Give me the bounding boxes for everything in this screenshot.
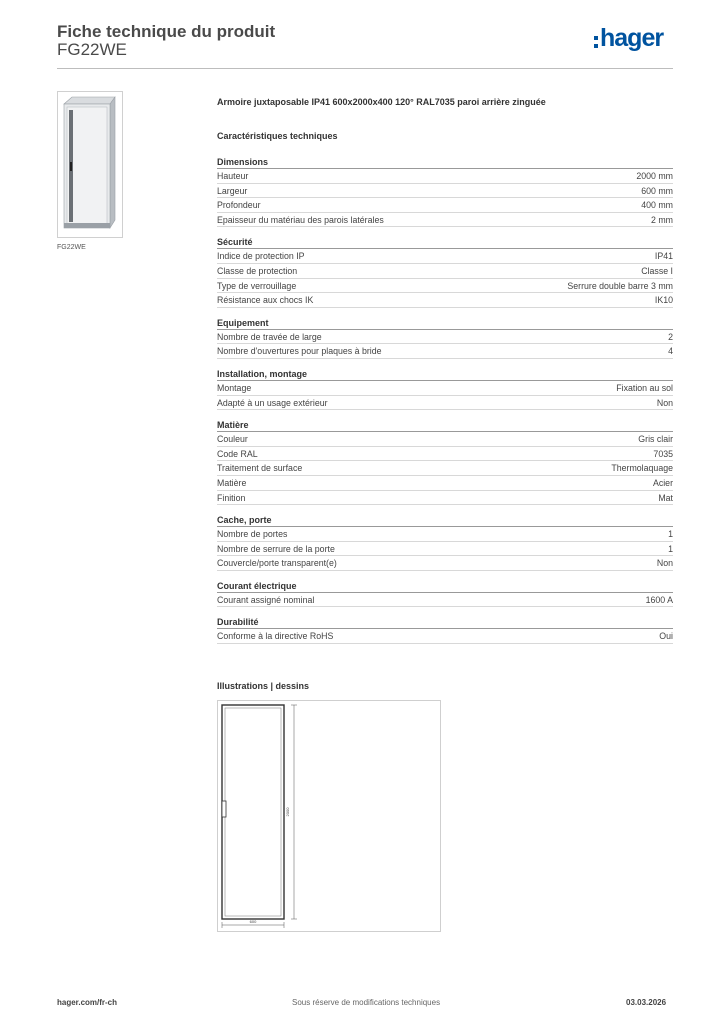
spec-label: Montage — [217, 382, 252, 393]
spec-value: Thermolaquage — [611, 463, 673, 474]
spec-row — [217, 198, 673, 213]
spec-section-title: Matière — [217, 419, 673, 432]
spec-value: 400 mm — [641, 200, 673, 211]
spec-label: Code RAL — [217, 448, 258, 459]
spec-label: Largeur — [217, 185, 248, 196]
spec-section-title: Sécurité — [217, 236, 673, 249]
spec-value: 1 — [668, 543, 673, 554]
footer-date: 03.03.2026 — [626, 998, 667, 1007]
spec-section — [217, 236, 673, 307]
spec-label: Indice de protection IP — [217, 251, 305, 262]
spec-value: 1600 A — [645, 594, 673, 605]
spec-label: Nombre de serrure de la porte — [217, 543, 335, 554]
spec-label: Nombre d'ouvertures pour plaques à bride — [217, 346, 382, 357]
spec-row — [217, 330, 673, 345]
product-image-caption: FG22WE — [57, 244, 86, 251]
height-dimension-label: 2000 — [285, 807, 290, 817]
spec-label: Résistance aux chocs IK — [217, 295, 314, 306]
spec-value: Classe I — [641, 265, 673, 276]
spec-label: Adapté à un usage extérieur — [217, 397, 328, 408]
spec-row — [217, 264, 673, 279]
spec-row — [217, 491, 673, 506]
spec-section-title: Durabilité — [217, 616, 673, 629]
illustration-drawing — [217, 700, 441, 932]
spec-row — [217, 461, 673, 476]
spec-section-title: Courant électrique — [217, 580, 673, 593]
spec-row — [217, 279, 673, 294]
spec-label: Conforme à la directive RoHS — [217, 631, 334, 642]
spec-row — [217, 432, 673, 447]
spec-row — [217, 527, 673, 542]
spec-label: Matière — [217, 477, 247, 488]
spec-row — [217, 184, 673, 199]
spec-value: Non — [656, 397, 673, 408]
logo-text: hager — [600, 24, 664, 52]
spec-label: Courant assigné nominal — [217, 594, 315, 605]
spec-value: Gris clair — [638, 434, 673, 445]
spec-label: Couleur — [217, 434, 248, 445]
spec-label: Nombre de portes — [217, 529, 288, 540]
logo-dots-icon — [594, 36, 598, 52]
spec-value: Mat — [658, 492, 673, 503]
spec-section — [217, 419, 673, 505]
spec-row — [217, 447, 673, 462]
spec-value: Fixation au sol — [616, 382, 673, 393]
spec-value: 7035 — [653, 448, 673, 459]
spec-row — [217, 381, 673, 396]
cabinet-photo-icon — [58, 92, 122, 237]
spec-row — [217, 344, 673, 359]
header-divider — [57, 68, 673, 69]
spec-value: 1 — [668, 529, 673, 540]
product-description: Armoire juxtaposable IP41 600x2000x400 120° RAL7035 paroi arrière zinguée — [217, 97, 546, 107]
specs-heading: Caractéristiques techniques — [217, 131, 338, 141]
spec-row — [217, 593, 673, 608]
spec-row — [217, 542, 673, 557]
width-dimension-label: 600 — [249, 919, 257, 924]
spec-row — [217, 476, 673, 491]
spec-section — [217, 514, 673, 571]
spec-value: 4 — [668, 346, 673, 357]
spec-row — [217, 169, 673, 184]
spec-row — [217, 249, 673, 264]
spec-value: IK10 — [654, 295, 673, 306]
spec-row — [217, 556, 673, 571]
footer-website-link[interactable]: hager.com/fr-ch — [57, 998, 118, 1007]
spec-value: Acier — [652, 477, 673, 488]
footer-disclaimer: Sous réserve de modifications techniques — [292, 998, 441, 1007]
spec-row — [217, 396, 673, 411]
spec-section — [217, 368, 673, 410]
spec-row — [217, 213, 673, 228]
spec-label: Couvercle/porte transparent(e) — [217, 558, 337, 569]
spec-section-title: Installation, montage — [217, 368, 673, 381]
spec-value: Oui — [659, 631, 673, 642]
spec-section — [217, 616, 673, 644]
spec-section — [217, 317, 673, 359]
spec-value: IP41 — [654, 251, 673, 262]
spec-section — [217, 580, 673, 608]
spec-section — [217, 156, 673, 227]
spec-value: Non — [656, 558, 673, 569]
product-image — [57, 91, 123, 238]
spec-label: Profondeur — [217, 200, 261, 211]
spec-row — [217, 629, 673, 644]
spec-label: Epaisseur du matériau des parois latérales — [217, 214, 384, 225]
spec-label: Classe de protection — [217, 265, 298, 276]
spec-value: 600 mm — [641, 185, 673, 196]
spec-label: Finition — [217, 492, 246, 503]
spec-label: Nombre de travée de large — [217, 331, 322, 342]
spec-section-title: Cache, porte — [217, 514, 673, 527]
specs-table — [217, 156, 673, 653]
page-title: Fiche technique du produit — [57, 22, 276, 41]
spec-label: Type de verrouillage — [217, 280, 297, 291]
spec-label: Hauteur — [217, 171, 249, 181]
spec-value: 2000 mm — [636, 171, 673, 181]
spec-section-title: Equipement — [217, 317, 673, 330]
spec-value: 2 — [668, 331, 673, 342]
cabinet-drawing-icon — [218, 701, 440, 931]
spec-row — [217, 293, 673, 308]
illustrations-heading: Illustrations | dessins — [217, 681, 310, 691]
spec-label: Traitement de surface — [217, 463, 303, 474]
spec-value: Serrure double barre 3 mm — [567, 280, 673, 291]
spec-value: 2 mm — [651, 214, 673, 225]
product-code: FG22WE — [57, 40, 127, 59]
spec-section-title: Dimensions — [217, 156, 673, 169]
